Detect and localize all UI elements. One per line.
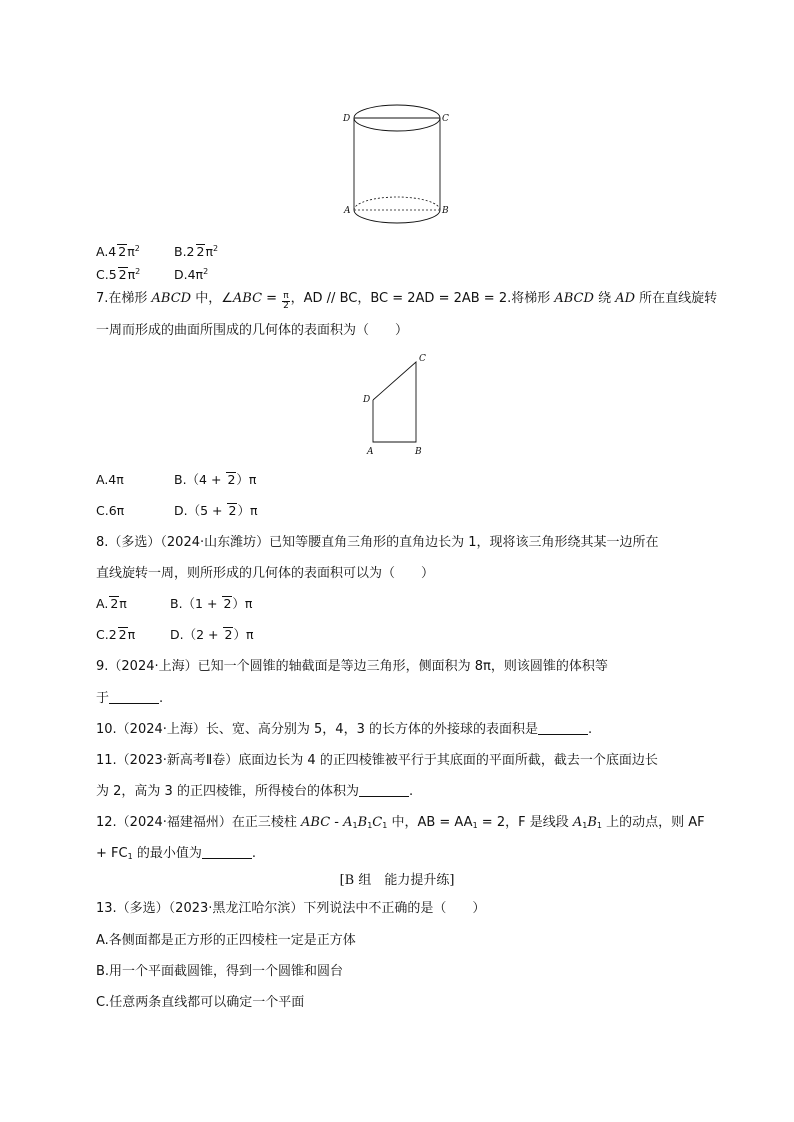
frac-den: 2 (283, 301, 289, 311)
sqrt-radicand: 2 (110, 596, 119, 611)
opt-post: ）π (232, 596, 253, 611)
q12-pre: 12.（2024·福建福州）在正三棱柱 (96, 815, 302, 830)
label-d: D (343, 114, 351, 124)
q12-cond: 中，AB = AA (387, 815, 473, 830)
q6-c-suffix: π (127, 267, 136, 282)
q12-prism: ABC (301, 815, 331, 830)
q7-option-c[interactable]: C.6π (96, 503, 125, 518)
opt-post: ）π (236, 472, 257, 487)
q12-line2-mid: 的最小值为 (132, 846, 202, 861)
q8-stem-line1: 8.（多选）（2024·山东潍坊）已知等腰直角三角形的直角边长为 1，现将该三角形绕其某一边所在 (96, 535, 659, 550)
sqrt-radicand: 2 (227, 472, 236, 487)
q8-option-b[interactable] (170, 596, 252, 612)
opt-post: π (127, 627, 136, 642)
q8-option-a[interactable] (96, 596, 127, 612)
sqrt-radicand: 2 (118, 627, 127, 642)
q12-stem-line2 (96, 845, 256, 866)
q7-mid2: 绕 (593, 291, 616, 306)
q6-c-prefix: C.5 (96, 267, 117, 282)
subscript: 1 (582, 821, 588, 830)
q9-stem-line2 (96, 690, 163, 708)
q13-stem: 13.（多选）（2023·黑龙江哈尔滨）下列说法中不正确的是（ ） (96, 901, 486, 916)
q7-angle: ABC (232, 291, 263, 306)
q7-abcd: ABCD (151, 291, 192, 306)
cylinder-figure (338, 104, 458, 230)
segment-b1: B (587, 815, 597, 830)
answer-blank[interactable] (538, 722, 588, 735)
answer-blank[interactable] (109, 691, 159, 704)
cylinder-bottom-front-arc (354, 210, 440, 223)
q7-ad: AD (615, 291, 636, 306)
q6-b-suffix: π (205, 244, 213, 259)
vertex-a1: A (343, 815, 353, 830)
q7-stem-line1 (96, 290, 717, 311)
q9-post: . (159, 691, 164, 706)
q11-pre: 为 2，高为 3 的正四棱锥，所得棱台的体积为 (96, 784, 359, 799)
subscript: 1 (367, 821, 373, 830)
opt-pre: B.（1 + (170, 596, 222, 611)
q6-option-c[interactable] (96, 264, 140, 283)
vertex-c1: C (372, 815, 383, 830)
q7-option-a[interactable]: A.4π (96, 472, 124, 487)
q8-stem-line2: 直线旋转一周，则所形成的几何体的表面积可以为（ ） (96, 566, 435, 581)
q12-dash: - (330, 815, 344, 830)
q7-stem-line2: 一周而形成的曲面所围成的几何体的表面积为（ ） (96, 323, 409, 338)
sqrt-radicand: 2 (118, 244, 127, 259)
q10-pre: 10.（2024·上海）长、宽、高分别为 5，4，3 的长方体的外接球的表面积是 (96, 722, 538, 737)
q13-option-a[interactable]: A.各侧面都是正方形的正四棱柱一定是正方体 (96, 933, 356, 948)
answer-blank[interactable] (202, 846, 252, 859)
vertex-b1: B (357, 815, 368, 830)
label-a: A (344, 206, 351, 216)
q10-post: . (587, 722, 593, 737)
q13-option-c[interactable]: C.任意两条直线都可以确定一个平面 (96, 995, 305, 1010)
q7-mid: 中，∠ (191, 291, 233, 306)
q7-intro: 7.在梯形 (96, 291, 152, 306)
fraction (282, 292, 289, 311)
label-c: C (442, 114, 449, 124)
q12-seg-post: 上的动点，则 AF (601, 815, 705, 830)
subscript: 1 (352, 821, 358, 830)
q9-stem-line1: 9.（2024·上海）已知一个圆锥的轴截面是等边三角形，侧面积为 8π，则该圆锥的体积等 (96, 659, 608, 674)
q6-option-b[interactable] (174, 241, 218, 260)
opt-post: ）π (237, 503, 258, 518)
cylinder-bottom-back-arc (354, 197, 440, 210)
q11-post: . (408, 784, 414, 799)
sqrt-radicand: 2 (196, 244, 205, 259)
q12-line2-pre: + FC (96, 846, 128, 861)
q7-eq: = (262, 291, 282, 306)
q7-option-b[interactable] (174, 472, 256, 488)
opt-pre: D.（2 + (170, 627, 223, 642)
q8-option-c[interactable] (96, 627, 135, 643)
q11-stem-line2 (96, 783, 413, 801)
label-c: C (419, 354, 426, 364)
label-a: A (367, 447, 374, 457)
subscript: 1 (382, 821, 388, 830)
opt-pre: B.（4 + (174, 472, 226, 487)
opt-post: π (119, 596, 127, 611)
exponent: 2 (213, 244, 219, 253)
segment-a1: A (572, 815, 583, 830)
q8-option-d[interactable] (170, 627, 253, 643)
q7-abcd2: ABCD (554, 291, 594, 306)
q12-stem-line1 (96, 814, 705, 835)
q11-stem-line1: 11.（2023·新高考Ⅱ卷）底面边长为 4 的正四棱锥被平行于其底面的平面所截，截去一个底面边长 (96, 753, 658, 768)
q6-a-prefix: A.4 (96, 244, 117, 259)
subscript: 1 (472, 821, 478, 830)
q7-tail: 所在直线旋转 (635, 291, 718, 306)
q6-d-prefix: D.4π (174, 267, 204, 282)
sqrt-radicand: 2 (228, 503, 237, 518)
q12-cond-post: = 2，F 是线段 (477, 815, 573, 830)
label-b: B (415, 447, 422, 457)
q7-option-d[interactable] (174, 503, 257, 519)
opt-post: ）π (233, 627, 254, 642)
sqrt-radicand: 2 (223, 596, 232, 611)
opt-pre: D.（5 + (174, 503, 227, 518)
label-b: B (442, 206, 449, 216)
q7-cond: ，AD // BC，BC = 2AD = 2AB = 2.将梯形 (290, 291, 555, 306)
q13-option-b[interactable]: B.用一个平面截圆锥，得到一个圆锥和圆台 (96, 964, 344, 979)
subscript: 1 (596, 821, 602, 830)
trapezoid-outline (373, 362, 416, 442)
frac-num: π (283, 291, 289, 301)
q6-option-d[interactable] (174, 264, 208, 283)
q6-a-suffix: π (127, 244, 135, 259)
q12-line2-post: . (251, 846, 256, 861)
exponent: 2 (135, 267, 141, 276)
sqrt-radicand: 2 (224, 627, 233, 642)
q6-b-prefix: B.2 (174, 244, 195, 259)
q9-pre: 于 (96, 691, 110, 706)
opt-pre: A. (96, 596, 109, 611)
exponent: 2 (134, 244, 140, 253)
subscript: 1 (127, 852, 133, 861)
sqrt-radicand: 2 (118, 267, 127, 282)
q6-option-a[interactable] (96, 241, 140, 260)
section-b-heading: [B 组 能力提升练] (339, 873, 455, 888)
q10-stem (96, 721, 592, 739)
opt-pre: C.2 (96, 627, 117, 642)
answer-blank[interactable] (359, 784, 409, 797)
label-d: D (363, 395, 371, 405)
trapezoid-figure (360, 350, 435, 458)
exponent: 2 (203, 267, 209, 276)
